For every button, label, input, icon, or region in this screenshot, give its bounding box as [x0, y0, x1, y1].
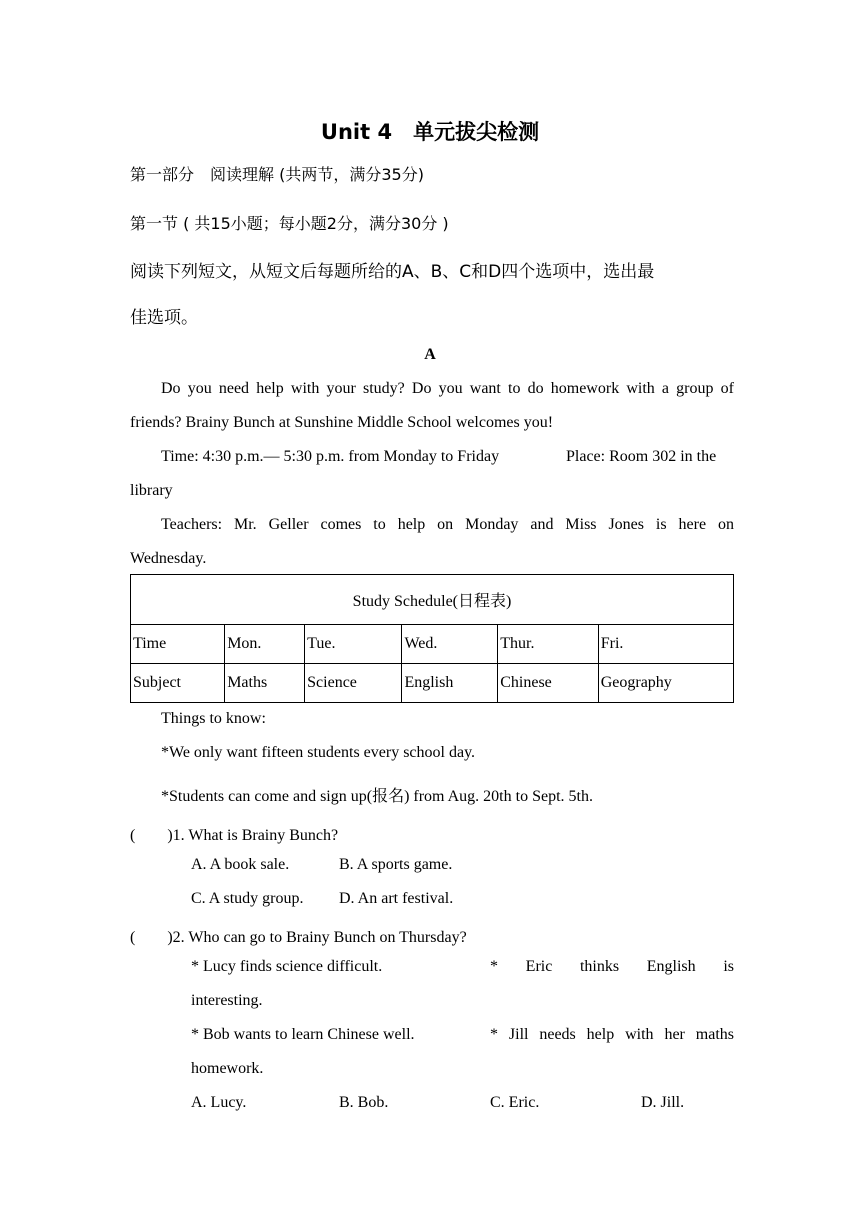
- question-1-option-d: D. An art festival.: [339, 890, 454, 907]
- passage-time: Time: 4:30 p.m.— 5:30 p.m. from Monday to Friday: [161, 448, 500, 465]
- question-2-option-d: D. Jill.: [641, 1094, 685, 1111]
- passage-place-cont: library: [130, 482, 173, 499]
- question-2-option-c: C. Eric.: [490, 1094, 540, 1111]
- question-1-option-c: C. A study group.: [191, 890, 304, 907]
- question-1-option-b: B. A sports game.: [339, 856, 453, 873]
- instructions-line-2: 佳选项。: [130, 308, 198, 328]
- question-2-option-b: B. Bob.: [339, 1094, 389, 1111]
- study-schedule-table: [130, 574, 734, 703]
- question-2-statement-2-line-2: interesting.: [191, 992, 263, 1009]
- page-title: Unit 4 单元拔尖检测: [320, 120, 540, 144]
- passage-teachers-line-2: Wednesday.: [130, 550, 207, 567]
- table-cell: Thur.: [498, 625, 599, 664]
- question-2-statement-3: * Bob wants to learn Chinese well.: [191, 1026, 415, 1043]
- question-2-statement-2-line-1: * Eric thinks English is: [490, 958, 734, 975]
- passage-paragraph-1-line-1: Do you need help with your study? Do you want to do homework with a group of: [161, 380, 734, 397]
- table-cell: Fri.: [598, 625, 733, 664]
- table-cell: Wed.: [402, 625, 498, 664]
- note-2: *Students can come and sign up(报名) from Aug. 20th to Sept. 5th.: [161, 788, 593, 805]
- table-row: [131, 664, 734, 703]
- table-row: [131, 625, 734, 664]
- table-cell: Maths: [225, 664, 305, 703]
- table-cell: English: [402, 664, 498, 703]
- passage-label: A: [424, 346, 436, 363]
- question-2-statement-4-line-1: * Jill needs help with her maths: [490, 1026, 734, 1043]
- part-heading: 第一部分 阅读理解 (共两节，满分35分): [130, 165, 424, 184]
- table-cell: Time: [131, 625, 225, 664]
- notes-heading: Things to know:: [161, 710, 266, 727]
- table-cell: Subject: [131, 664, 225, 703]
- table-cell: Chinese: [498, 664, 599, 703]
- note-1: *We only want fifteen students every school day.: [161, 744, 476, 761]
- question-1-option-a: A. A book sale.: [191, 856, 290, 873]
- instructions-line-1: 阅读下列短文，从短文后每题所给的A、B、C和D四个选项中，选出最: [130, 262, 655, 282]
- question-2-option-a: A. Lucy.: [191, 1094, 247, 1111]
- question-2-stem: ( )2. Who can go to Brainy Bunch on Thursday?: [130, 929, 467, 946]
- question-2-statement-4-line-2: homework.: [191, 1060, 264, 1077]
- table-caption-row: [131, 575, 734, 625]
- passage-teachers-line-1: Teachers: Mr. Geller comes to help on Monday and Miss Jones is here on: [161, 516, 734, 533]
- passage-place: Place: Room 302 in the: [566, 448, 717, 465]
- question-2-statement-1: * Lucy finds science difficult.: [191, 958, 383, 975]
- table-cell: Mon.: [225, 625, 305, 664]
- section-heading: 第一节 ( 共15小题；每小题2分，满分30分 ): [130, 214, 449, 233]
- passage-paragraph-1-line-2: friends? Brainy Bunch at Sunshine Middle School welcomes you!: [130, 414, 554, 431]
- table-cell: Tue.: [305, 625, 402, 664]
- question-1-stem: ( )1. What is Brainy Bunch?: [130, 827, 339, 844]
- table-cell: Geography: [598, 664, 733, 703]
- table-cell: Science: [305, 664, 402, 703]
- table-caption: Study Schedule(日程表): [131, 575, 734, 625]
